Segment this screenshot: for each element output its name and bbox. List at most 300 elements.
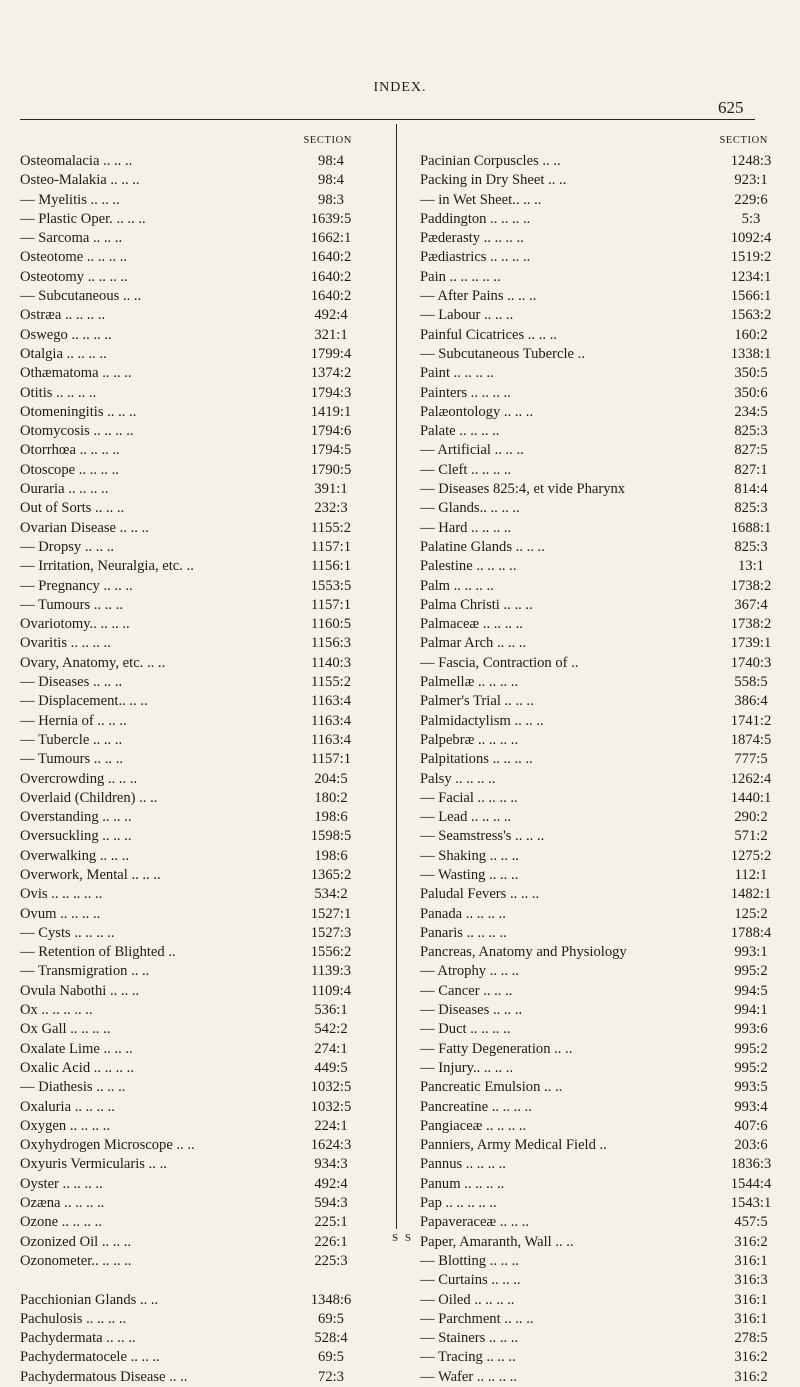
index-entry	[420, 229, 788, 248]
entry-section-ref: 1543:1	[730, 1195, 772, 1212]
entry-section-ref: 993:1	[734, 944, 768, 961]
index-entry	[420, 808, 788, 827]
index-entry	[20, 731, 372, 750]
index-entry	[20, 847, 372, 866]
entry-term: — Tumours .. .. ..	[20, 596, 123, 613]
entry-term: Ovum .. .. .. ..	[20, 905, 101, 922]
entry-section-ref: 1374:2	[310, 365, 352, 382]
entry-term: — Lead .. .. .. ..	[420, 809, 512, 826]
entry-section-ref: 1794:6	[310, 423, 352, 440]
entry-section-ref: 995:2	[734, 963, 768, 980]
index-entry	[420, 171, 788, 190]
index-entry	[420, 750, 788, 769]
index-entry	[420, 847, 788, 866]
index-entry	[420, 1098, 788, 1117]
index-entry	[20, 326, 372, 345]
index-entry	[420, 1368, 788, 1387]
entry-section-ref: 321:1	[314, 326, 348, 343]
entry-term: — Facial .. .. .. ..	[420, 789, 518, 806]
entry-term: Ozæna .. .. .. ..	[20, 1195, 105, 1212]
index-entry	[420, 1155, 788, 1174]
entry-term: Othæmatoma .. .. ..	[20, 365, 132, 382]
index-entry	[20, 1059, 372, 1078]
entry-section-ref: 98:4	[318, 153, 344, 169]
index-entry	[420, 905, 788, 924]
entry-term: Paint .. .. .. ..	[420, 365, 494, 382]
index-entry	[20, 191, 372, 210]
index-entry	[20, 1136, 372, 1155]
index-entry	[20, 1020, 372, 1039]
entry-term: — Hard .. .. .. ..	[420, 519, 512, 536]
entry-term: — Fascia, Contraction of ..	[420, 654, 579, 671]
entry-term: — Glands.. .. .. ..	[420, 500, 520, 517]
index-entry	[420, 924, 788, 943]
entry-term: — Stainers .. .. ..	[420, 1330, 519, 1347]
index-entry	[420, 403, 788, 422]
entry-term: Osteotomy .. .. .. ..	[20, 268, 128, 285]
entry-section-ref: 278:5	[734, 1330, 768, 1347]
entry-section-ref: 316:1	[734, 1291, 768, 1308]
entry-section-ref: 492:4	[314, 1175, 348, 1192]
index-entry	[420, 1078, 788, 1097]
entry-term: Ostræa .. .. .. ..	[20, 307, 106, 324]
index-entry	[20, 1252, 372, 1271]
entry-section-ref: 994:5	[734, 982, 768, 999]
index-entry	[420, 268, 788, 287]
entry-section-ref: 69:5	[318, 1349, 344, 1366]
entry-section-ref: 827:5	[734, 442, 768, 459]
index-entry	[20, 210, 372, 229]
entry-term: Oversuckling .. .. ..	[20, 828, 132, 845]
index-entry	[420, 422, 788, 441]
entry-section-ref: 1482:1	[730, 886, 772, 903]
entry-term: Pancreatine .. .. .. ..	[420, 1098, 532, 1115]
index-entry	[20, 712, 372, 731]
entry-term: Paper, Amaranth, Wall .. ..	[420, 1233, 574, 1250]
index-entry	[20, 615, 372, 634]
entry-section-ref: 1640:2	[310, 288, 352, 305]
entry-term: Pannus .. .. .. ..	[420, 1156, 506, 1173]
entry-section-ref: 814:4	[734, 481, 768, 498]
entry-term: — Hernia of .. .. ..	[20, 712, 127, 729]
entry-term: — Tubercle .. .. ..	[20, 731, 123, 748]
entry-section-ref: 934:3	[314, 1156, 348, 1173]
index-entry	[20, 808, 372, 827]
index-entry	[20, 480, 372, 499]
entry-section-ref: 1794:5	[310, 442, 352, 459]
index-entry	[20, 962, 372, 981]
entry-term: Palpitations .. .. .. ..	[420, 751, 533, 768]
index-entry	[20, 654, 372, 673]
index-entry	[20, 538, 372, 557]
entry-section-ref: 316:1	[734, 1252, 768, 1269]
entry-section-ref: 1092:4	[730, 230, 772, 247]
entry-section-ref: 571:2	[734, 828, 768, 845]
entry-term: Oxalic Acid .. .. .. ..	[20, 1059, 134, 1076]
signature-mark: S S	[392, 1232, 413, 1244]
entry-term: Otitis .. .. .. ..	[20, 384, 97, 401]
entry-term: Pain .. .. .. .. ..	[420, 268, 501, 285]
entry-section-ref: 198:6	[314, 847, 348, 864]
entry-term: Otalgia .. .. .. ..	[20, 345, 107, 362]
index-entry	[420, 1117, 788, 1136]
entry-section-ref: 316:2	[734, 1349, 768, 1366]
index-entry	[420, 789, 788, 808]
entry-section-ref: 1836:3	[730, 1156, 772, 1173]
entry-section-ref: 558:5	[734, 674, 768, 691]
index-entry	[420, 1059, 788, 1078]
entry-section-ref: 98:4	[318, 172, 344, 189]
entry-term: Pæderasty .. .. .. ..	[420, 230, 524, 247]
entry-section-ref: 1598:5	[310, 828, 352, 845]
entry-section-ref: 125:2	[734, 905, 768, 922]
entry-section-ref: 1155:2	[311, 519, 351, 536]
entry-section-ref: 234:5	[734, 403, 768, 420]
entry-section-ref: 13:1	[738, 558, 764, 575]
entry-section-ref: 1234:1	[730, 268, 772, 285]
entry-term: Otomycosis .. .. .. ..	[20, 423, 134, 440]
entry-term: Osteotome .. .. .. ..	[20, 249, 128, 266]
index-entry	[20, 499, 372, 518]
entry-section-ref: 1738:2	[730, 577, 772, 594]
entry-section-ref: 1160:5	[311, 616, 351, 633]
entry-section-ref: 1639:5	[310, 210, 352, 227]
entry-section-ref: 1738:2	[730, 616, 772, 633]
index-entry	[420, 577, 788, 596]
entry-term: Pangiaceæ .. .. .. ..	[420, 1117, 527, 1134]
entry-section-ref: 225:1	[314, 1214, 348, 1231]
index-entry	[420, 461, 788, 480]
index-entry	[20, 306, 372, 325]
entry-term: Oyster .. .. .. ..	[20, 1175, 103, 1192]
entry-section-ref: 1156:1	[311, 558, 351, 575]
entry-term: Oswego .. .. .. ..	[20, 326, 112, 343]
index-entry	[420, 615, 788, 634]
entry-section-ref: 825:3	[734, 423, 768, 440]
entry-section-ref: 777:5	[734, 751, 768, 768]
entry-section-ref: 1032:5	[310, 1079, 352, 1096]
entry-term: Pacinian Corpuscles .. ..	[420, 153, 561, 169]
entry-term: Pachydermatocele .. .. ..	[20, 1349, 160, 1366]
entry-term: Otomeningitis .. .. ..	[20, 403, 137, 420]
index-entry	[20, 268, 372, 287]
entry-term: Ovarian Disease .. .. ..	[20, 519, 149, 536]
entry-term: Ovula Nabothi .. .. ..	[20, 982, 140, 999]
entry-section-ref: 995:2	[734, 1040, 768, 1057]
entry-term: — Diseases .. .. ..	[20, 674, 123, 691]
entry-term: — Wasting .. .. ..	[420, 866, 519, 883]
entry-section-ref: 1527:3	[310, 924, 352, 941]
section-heading: SECTION	[303, 135, 352, 146]
index-entry	[420, 384, 788, 403]
index-entry	[20, 229, 372, 248]
entry-term: Oxalate Lime .. .. ..	[20, 1040, 133, 1057]
entry-term: — Diathesis .. .. ..	[20, 1079, 126, 1096]
entry-term: Osteomalacia .. .. ..	[20, 153, 133, 169]
entry-term: — Duct .. .. .. ..	[420, 1021, 511, 1038]
index-entry	[420, 712, 788, 731]
entry-term: Ovaritis .. .. .. ..	[20, 635, 111, 652]
entry-section-ref: 536:1	[314, 1002, 348, 1019]
entry-term: — Atrophy .. .. ..	[420, 963, 519, 980]
entry-term: — Irritation, Neuralgia, etc. ..	[20, 558, 194, 575]
entry-term: Palmaceæ .. .. .. ..	[420, 616, 523, 633]
entry-section-ref: 203:6	[734, 1137, 768, 1154]
entry-term: Ox .. .. .. .. ..	[20, 1002, 93, 1019]
index-entry	[420, 557, 788, 576]
section-heading: SECTION	[719, 135, 768, 146]
index-entry	[20, 152, 372, 171]
index-entry	[20, 770, 372, 789]
entry-term: Out of Sorts .. .. ..	[20, 500, 125, 517]
entry-term: Ozonized Oil .. .. ..	[20, 1233, 132, 1250]
index-entry	[420, 731, 788, 750]
entry-term: Panada .. .. .. ..	[420, 905, 506, 922]
entry-section-ref: 1163:4	[311, 693, 351, 710]
entry-section-ref: 1156:3	[311, 635, 351, 652]
entry-list	[420, 152, 788, 1387]
page-number: 625	[718, 98, 744, 117]
index-entry	[420, 962, 788, 981]
entry-term: Ozonometer.. .. .. ..	[20, 1252, 132, 1269]
index-entry	[420, 1001, 788, 1020]
entry-term: — Retention of Blighted ..	[20, 944, 176, 961]
entry-term: Palmidactylism .. .. ..	[420, 712, 544, 729]
index-entry	[20, 1291, 372, 1310]
index-entry	[20, 171, 372, 190]
running-title: INDEX.	[373, 80, 427, 95]
index-entry	[20, 1078, 372, 1097]
entry-term: Panum .. .. .. ..	[420, 1175, 505, 1192]
entry-section-ref: 995:2	[734, 1059, 768, 1076]
entry-section-ref: 825:3	[734, 538, 768, 555]
entry-section-ref: 1140:3	[311, 654, 351, 671]
index-entry	[20, 1001, 372, 1020]
index-entry	[420, 1136, 788, 1155]
entry-term: Palmellæ .. .. .. ..	[420, 674, 519, 691]
entry-term: Papaveraceæ .. .. ..	[420, 1214, 530, 1231]
entry-term: Ovary, Anatomy, etc. .. ..	[20, 654, 166, 671]
entry-term: — Myelitis .. .. ..	[20, 191, 120, 208]
entry-term: Palpebræ .. .. .. ..	[420, 731, 519, 748]
entry-term: Paludal Fevers .. .. ..	[420, 886, 540, 903]
index-entry	[420, 885, 788, 904]
entry-section-ref: 1624:3	[310, 1137, 352, 1154]
entry-section-ref: 449:5	[314, 1059, 348, 1076]
entry-term: Overstanding .. .. ..	[20, 809, 132, 826]
index-entry	[20, 461, 372, 480]
index-entry	[20, 1040, 372, 1059]
entry-section-ref: 1338:1	[730, 345, 772, 362]
index-entry	[420, 1252, 788, 1271]
index-entry	[420, 866, 788, 885]
entry-section-ref: 994:1	[734, 1002, 768, 1019]
entry-term: Ozone .. .. .. ..	[20, 1214, 102, 1231]
index-entry	[420, 692, 788, 711]
entry-section-ref: 1262:4	[730, 770, 772, 787]
entry-term: — Wafer .. .. .. ..	[420, 1368, 518, 1385]
entry-term: — Parchment .. .. ..	[420, 1310, 534, 1327]
entry-section-ref: 1365:2	[310, 866, 352, 883]
entry-term: Pap .. .. .. .. ..	[420, 1195, 497, 1212]
entry-term: — Cancer .. .. ..	[420, 982, 513, 999]
entry-section-ref: 5:3	[741, 210, 761, 227]
index-entry	[420, 673, 788, 692]
entry-term: Pacchionian Glands .. ..	[20, 1291, 159, 1308]
entry-section-ref: 492:4	[314, 307, 348, 324]
index-entry	[420, 152, 788, 171]
entry-term: — Curtains .. .. ..	[420, 1272, 521, 1289]
entry-section-ref: 594:3	[314, 1195, 348, 1212]
index-entry	[20, 557, 372, 576]
entry-term: — Transmigration .. ..	[20, 963, 150, 980]
index-entry	[20, 692, 372, 711]
index-entry	[20, 866, 372, 885]
entry-term: Pædiastrics .. .. .. ..	[420, 249, 531, 266]
index-entry	[420, 1271, 788, 1290]
entry-section-ref: 1248:3	[730, 153, 772, 169]
index-entry	[420, 441, 788, 460]
entry-term: — Dropsy .. .. ..	[20, 538, 115, 555]
index-entry	[20, 885, 372, 904]
entry-section-ref: 290:2	[734, 809, 768, 826]
index-entry	[20, 673, 372, 692]
entry-term: Palmar Arch .. .. ..	[420, 635, 527, 652]
entry-section-ref: 1688:1	[730, 519, 772, 536]
entry-section-ref: 1563:2	[730, 307, 772, 324]
entry-term: Palestine .. .. .. ..	[420, 558, 517, 575]
index-entry	[20, 1310, 372, 1329]
index-entry	[20, 1117, 372, 1136]
entry-term: Paddington .. .. .. ..	[420, 210, 531, 227]
entry-section-ref: 1348:6	[310, 1291, 352, 1308]
index-entry	[420, 480, 788, 499]
entry-term: Pachydermata .. .. ..	[20, 1330, 136, 1347]
entry-section-ref: 1739:1	[730, 635, 772, 652]
entry-term: — Subcutaneous Tubercle ..	[420, 345, 585, 362]
index-entry	[420, 519, 788, 538]
entry-section-ref: 224:1	[314, 1117, 348, 1134]
entry-term: — Diseases .. .. ..	[420, 1002, 523, 1019]
entry-term: Pancreatic Emulsion .. ..	[420, 1079, 563, 1096]
entry-section-ref: 1163:4	[311, 712, 351, 729]
entry-section-ref: 1544:4	[730, 1175, 772, 1192]
index-entry	[420, 1348, 788, 1367]
entry-section-ref: 1740:3	[730, 654, 772, 671]
index-entry	[420, 287, 788, 306]
entry-term: — Sarcoma .. .. ..	[20, 230, 123, 247]
entry-term: — Diseases 825:4, et vide Pharynx	[420, 481, 626, 498]
entry-section-ref: 1519:2	[730, 249, 772, 266]
index-entry	[420, 1175, 788, 1194]
entry-section-ref: 1527:1	[310, 905, 352, 922]
index-entry	[420, 191, 788, 210]
index-entry	[420, 654, 788, 673]
entry-section-ref: 98:3	[318, 191, 344, 208]
entry-term: Overwalking .. .. ..	[20, 847, 130, 864]
entry-section-ref: 1440:1	[730, 789, 772, 806]
entry-term: — Subcutaneous .. ..	[20, 288, 142, 305]
entry-section-ref: 1139:3	[311, 963, 351, 980]
entry-term: — Tumours .. .. ..	[20, 751, 123, 768]
entry-term: — in Wet Sheet.. .. ..	[420, 191, 542, 208]
entry-section-ref: 1741:2	[730, 712, 772, 729]
header-rule	[20, 119, 755, 120]
index-entry	[20, 1194, 372, 1213]
index-entry	[420, 943, 788, 962]
entry-term: Painful Cicatrices .. .. ..	[420, 326, 557, 343]
index-column-left	[20, 130, 372, 1387]
entry-term: Pachydermatous Disease .. ..	[20, 1368, 188, 1385]
index-entry	[20, 1348, 372, 1367]
index-entry	[420, 1213, 788, 1232]
entry-section-ref: 1556:2	[310, 944, 352, 961]
entry-section-ref: 1419:1	[310, 403, 352, 420]
index-entry	[420, 596, 788, 615]
entry-term: Palma Christi .. .. ..	[420, 596, 533, 613]
index-entry	[20, 1329, 372, 1348]
index-entry	[20, 364, 372, 383]
entry-section-ref: 1157:1	[311, 596, 351, 613]
entry-term: Osteo-Malakia .. .. ..	[20, 172, 140, 189]
index-entry	[420, 1194, 788, 1213]
entry-term: Otoscope .. .. .. ..	[20, 461, 119, 478]
entry-section-ref: 825:3	[734, 500, 768, 517]
entry-section-ref: 1788:4	[730, 924, 772, 941]
entry-term: Oxaluria .. .. .. ..	[20, 1098, 115, 1115]
entry-section-ref: 1155:2	[311, 674, 351, 691]
entry-term: Palatine Glands .. .. ..	[420, 538, 545, 555]
entry-term: — Blotting .. .. ..	[420, 1252, 519, 1269]
index-entry	[420, 1329, 788, 1348]
entry-term: Packing in Dry Sheet .. ..	[420, 172, 567, 189]
entry-section-ref: 457:5	[734, 1214, 768, 1231]
entry-section-ref: 316:1	[734, 1310, 768, 1327]
index-entry	[420, 1310, 788, 1329]
entry-section-ref: 316:3	[734, 1272, 768, 1289]
index-entry	[420, 306, 788, 325]
entry-section-ref: 1640:2	[310, 249, 352, 266]
index-entry	[20, 924, 372, 943]
entry-section-ref: 993:6	[734, 1021, 768, 1038]
entry-section-ref: 1275:2	[730, 847, 772, 864]
entry-section-ref: 69:5	[318, 1310, 344, 1327]
entry-section-ref: 923:1	[734, 172, 768, 189]
index-entry	[420, 326, 788, 345]
index-entry	[420, 1040, 788, 1059]
index-entry	[20, 345, 372, 364]
column-divider	[396, 124, 397, 1229]
index-entry	[420, 1020, 788, 1039]
entry-section-ref: 1157:1	[311, 751, 351, 768]
entry-term: Overlaid (Children) .. ..	[20, 789, 158, 806]
index-entry	[20, 403, 372, 422]
index-entry	[20, 943, 372, 962]
entry-section-ref: 407:6	[734, 1117, 768, 1134]
entry-term: Oxyhydrogen Microscope .. ..	[20, 1137, 195, 1154]
entry-section-ref: 542:2	[314, 1021, 348, 1038]
entry-term: — Fatty Degeneration .. ..	[420, 1040, 573, 1057]
entry-term: — Cysts .. .. .. ..	[20, 924, 115, 941]
entry-section-ref: 1799:4	[310, 345, 352, 362]
entry-term: Palsy .. .. .. ..	[420, 770, 496, 787]
index-entry	[20, 287, 372, 306]
entry-gap	[20, 1271, 372, 1290]
entry-list	[20, 152, 372, 1387]
entry-section-ref: 232:3	[314, 500, 348, 517]
entry-term: Ovariotomy.. .. .. ..	[20, 616, 130, 633]
entry-term: — Artificial .. .. ..	[420, 442, 524, 459]
